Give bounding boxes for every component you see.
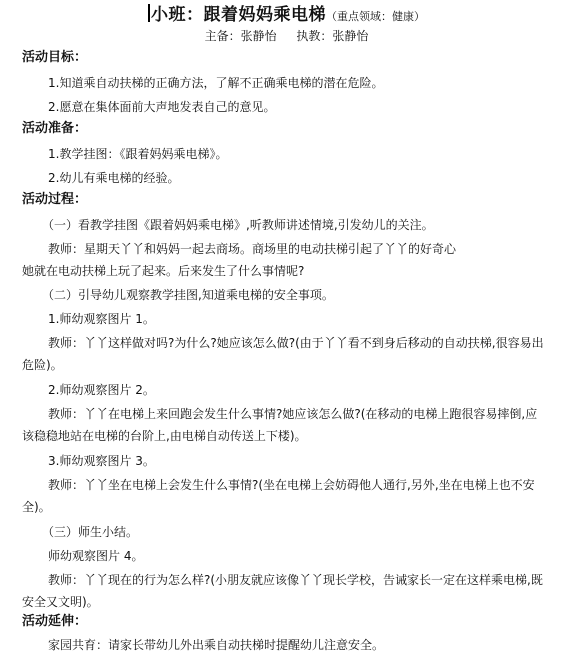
process-line: 教师：丫丫现在的行为怎么样?(小朋友就应该像丫丫现长学校，告诫家长一定在这样乘电梯,既: [48, 573, 543, 587]
process-line: 该稳稳地站在电梯的台阶上,由电梯自动传送上下楼)。: [22, 429, 307, 443]
process-line: 教师：星期天丫丫和妈妈一起去商场。商场里的电动扶梯引起了丫丫的好奇心: [48, 242, 457, 256]
process-line: （二）引导幼儿观察教学挂图,知道乘电梯的安全事项。: [42, 288, 334, 302]
page-title: 小班：跟着妈妈乘电梯: [151, 5, 326, 25]
section-heading-goals: 活动目标：: [22, 50, 88, 65]
section-heading-process: 活动过程：: [22, 192, 88, 207]
section-heading-extension: 活动延伸：: [22, 614, 88, 629]
page-subtitle: （重点领域：健康）: [326, 10, 425, 23]
process-line: 她就在电动扶梯上玩了起来。后来发生了什么事情呢?: [22, 264, 305, 278]
process-line: （一）看教学挂图《跟着妈妈乘电梯》,听教师讲述情境,引发幼儿的关注。: [42, 218, 434, 232]
authors-line: [0, 27, 573, 44]
title-row: [0, 0, 573, 26]
goal-item: 2.愿意在集体面前大声地发表自己的意见。: [48, 100, 276, 114]
process-line: 教师：丫丫在电梯上来回跑会发生什么事情?她应该怎么做?(在移动的电梯上跑很容易摔倒,应: [48, 407, 538, 421]
section-heading-prep: 活动准备：: [22, 121, 88, 136]
process-line: 2.师幼观察图片 2。: [48, 383, 155, 397]
prep-item: 2.幼儿有乘电梯的经验。: [48, 171, 180, 185]
prep-item: 1.教学挂图：《跟着妈妈乘电梯》。: [48, 147, 228, 161]
process-line: （三）师生小结。: [42, 525, 139, 539]
process-line: 安全又文明)。: [22, 595, 99, 609]
text-cursor: [148, 4, 150, 22]
main-prep-author: 主备：张静怡: [204, 29, 277, 43]
teacher-author: 执教：张静怡: [296, 29, 369, 43]
process-line: 师幼观察图片 4。: [48, 549, 144, 563]
goal-item: 1.知道乘自动扶梯的正确方法，了解不正确乘电梯的潜在危险。: [48, 76, 384, 90]
process-line: 教师：丫丫这样做对吗?为什么?她应该怎么做?(由于丫丫看不到身后移动的自动扶梯,很容易出: [48, 336, 544, 350]
process-line: 全)。: [22, 500, 51, 514]
process-line: 3.师幼观察图片 3。: [48, 454, 155, 468]
process-line: 1.师幼观察图片 1。: [48, 312, 155, 326]
process-line: 教师：丫丫坐在电梯上会发生什么事情?(坐在电梯上会妨碍他人通行,另外,坐在电梯上也不安: [48, 478, 535, 492]
extension-line: 家园共育：请家长带幼儿外出乘自动扶梯时提醒幼儿注意安全。: [48, 638, 385, 652]
process-line: 危险)。: [22, 358, 63, 372]
